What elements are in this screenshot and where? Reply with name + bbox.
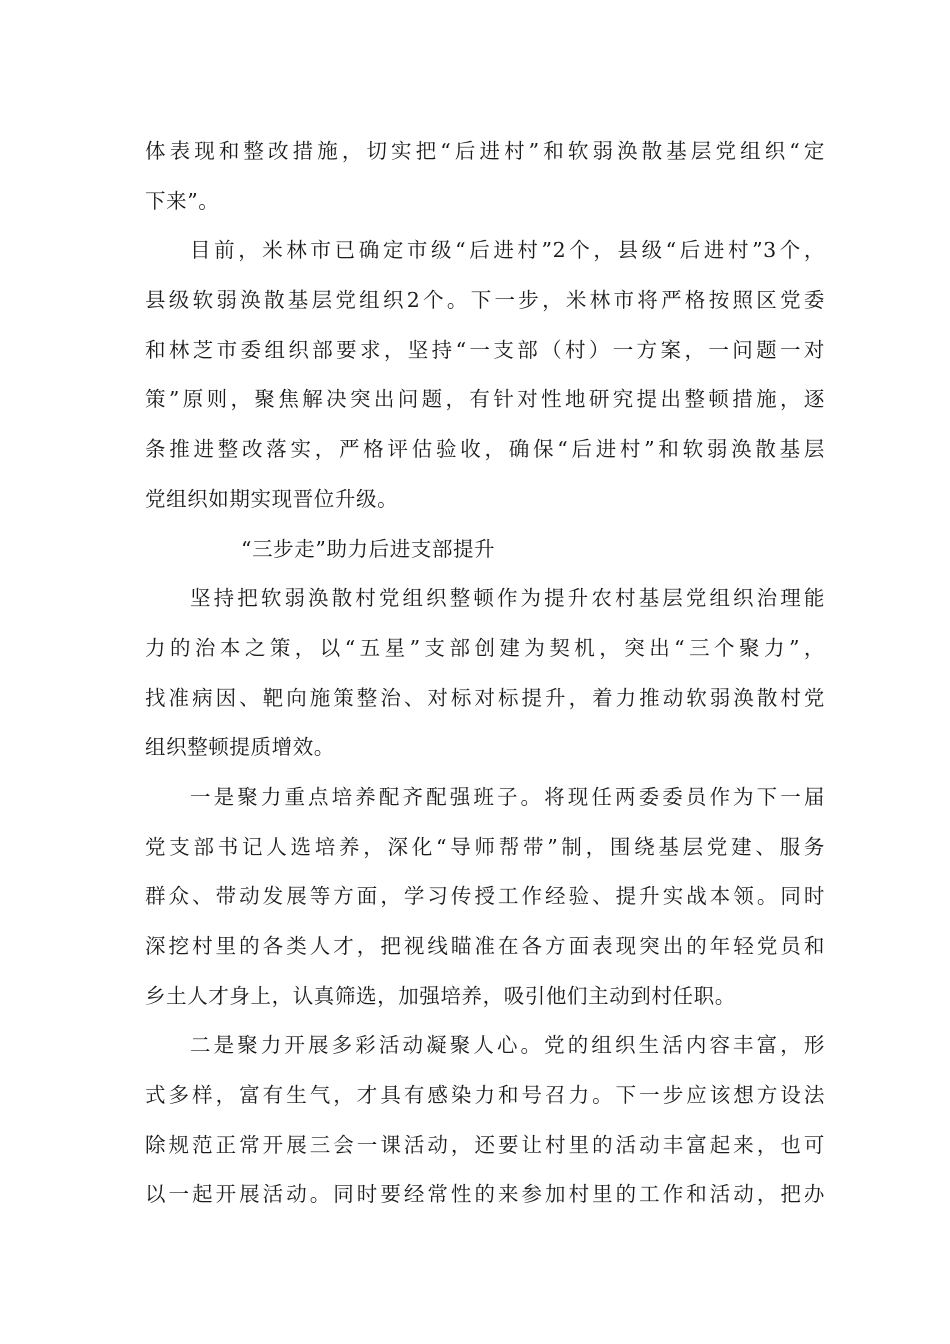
text-line: 体表现和整改措施，切实把“后进村”和软弱涣散基层党组织“定: [145, 139, 825, 163]
text-line: 式多样，富有生气，才具有感染力和号召力。下一步应该想方设法: [145, 1083, 825, 1108]
text-line: 党组织如期实现晋位升级。: [145, 486, 399, 511]
text-line: 下来”。: [145, 188, 220, 213]
text-line: 力的治本之策，以“五星”支部创建为契机，突出“三个聚力”，: [145, 635, 825, 660]
text-line: 除规范正常开展三会一课活动，还要让村里的活动丰富起来，也可: [145, 1132, 825, 1157]
paragraph-intro: [145, 574, 825, 773]
section-heading: “三步走”助力后进支部提升: [241, 536, 496, 561]
paragraph-current-status: [145, 226, 825, 524]
text-line: 条推进整改落实，严格评估验收，确保“后进村”和软弱涣散基层: [145, 437, 825, 462]
document-body: [145, 127, 825, 1220]
text-line: 乡土人才身上，认真筛选，加强培养，吸引他们主动到村任职。: [145, 983, 736, 1008]
text-line: 组织整顿提质增效。: [145, 735, 335, 760]
text-line: 目前，米林市已确定市级“后进村”2个，县级“后进村”3个，: [190, 238, 825, 263]
text-line: 策”原则，聚焦解决突出问题，有针对性地研究提出整顿措施，逐: [145, 387, 825, 412]
text-line: 和林芝市委组织部要求，坚持“一支部（村）一方案，一问题一对: [145, 337, 825, 362]
text-line: 坚持把软弱涣散村党组织整顿作为提升农村基层党组织治理能: [190, 586, 825, 611]
text-line: 党支部书记人选培养，深化“导师帮带”制，围绕基层党建、服务: [145, 834, 825, 859]
text-line: 一是聚力重点培养配齐配强班子。将现任两委委员作为下一届: [190, 784, 825, 809]
text-line: 群众、带动发展等方面，学习传授工作经验、提升实战本领。同时: [145, 884, 825, 909]
text-line: 二是聚力开展多彩活动凝聚人心。党的组织生活内容丰富，形: [190, 1033, 825, 1058]
text-line: 以一起开展活动。同时要经常性的来参加村里的工作和活动，把办: [145, 1182, 825, 1207]
paragraph-point-two: [145, 1021, 825, 1220]
paragraph-point-one: [145, 773, 825, 1021]
text-line: 县级软弱涣散基层党组织2个。下一步，米林市将严格按照区党委: [145, 288, 825, 313]
text-line: 深挖村里的各类人才，把视线瞄准在各方面表现突出的年轻党员和: [145, 934, 825, 958]
paragraph-continuation: [145, 127, 825, 226]
text-line: 找准病因、靶向施策整治、对标对标提升，着力推动软弱涣散村党: [145, 685, 825, 710]
